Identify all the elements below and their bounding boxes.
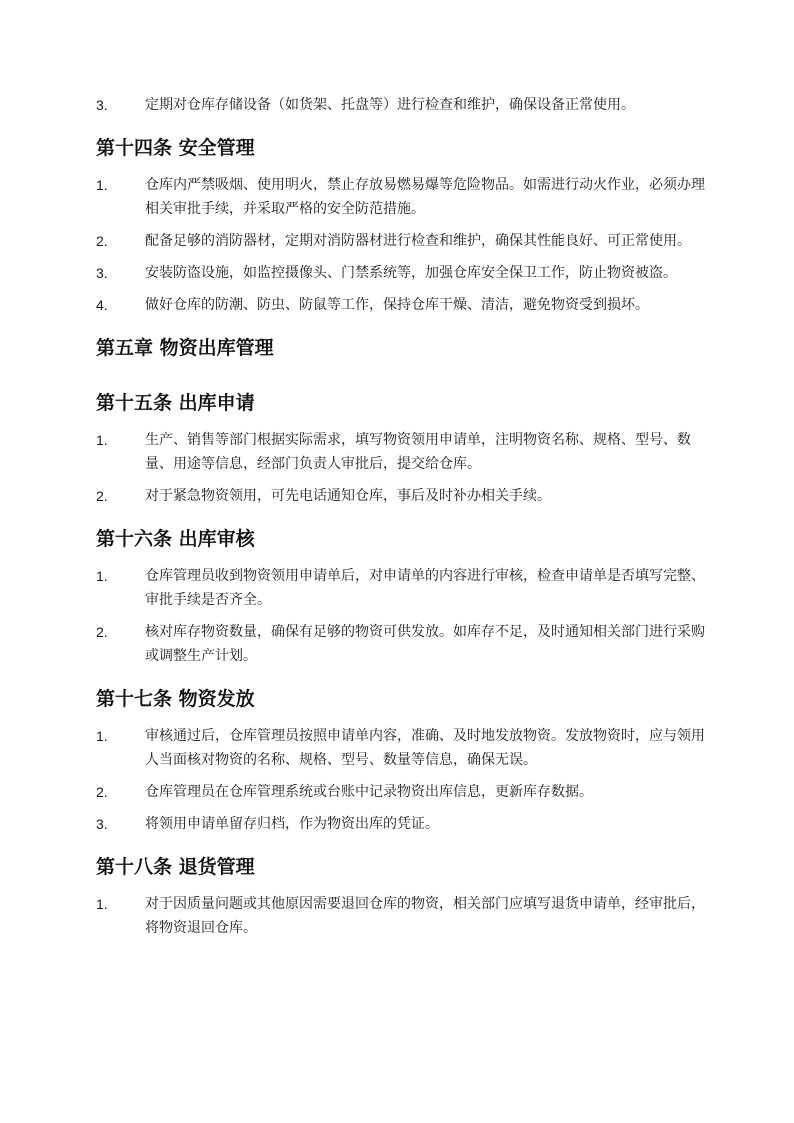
list-article-16 [96,564,706,668]
list-text: 配备足够的消防器材，定期对消防器材进行检查和维护，确保其性能良好、可正常使用。 [145,233,691,249]
list-article-15 [96,428,706,508]
list-item [96,620,706,668]
list-article-18 [96,892,706,940]
chapter-heading-5: 第五章 物资出库管理 [96,337,274,359]
list-article-13-tail [96,93,706,117]
list-number: 3. [96,97,108,113]
list-number: 1. [96,177,108,193]
list-item [96,812,706,836]
list-item [96,293,706,317]
list-text: 将领用申请单留存归档，作为物资出库的凭证。 [145,816,439,832]
article-heading-18: 第十八条 退货管理 [96,856,255,878]
list-item [96,428,706,476]
document-content [96,93,706,948]
article-heading-16: 第十六条 出库审核 [96,528,255,550]
list-text: 做好仓库的防潮、防虫、防鼠等工作，保持仓库干燥、清洁，避免物资受到损坏。 [145,297,649,313]
list-item [96,484,706,508]
article-heading-15: 第十五条 出库申请 [96,392,255,414]
list-item [96,724,706,772]
list-item [96,892,706,940]
list-number: 2. [96,488,108,504]
list-item [96,564,706,612]
list-number: 4. [96,297,108,313]
list-text: 生产、销售等部门根据实际需求，填写物资领用申请单，注明物资名称、规格、型号、数量、用途等信息，经部门负责人审批后，提交给仓库。 [145,432,691,472]
list-text: 对于因质量问题或其他原因需要退回仓库的物资，相关部门应填写退货申请单，经审批后，将物资退回仓库。 [145,896,705,936]
list-number: 1. [96,896,108,912]
list-article-17 [96,724,706,836]
list-text: 核对库存物资数量，确保有足够的物资可供发放。如库存不足，及时通知相关部门进行采购或调整生产计划。 [145,624,705,664]
list-number: 2. [96,624,108,640]
article-heading-17: 第十七条 物资发放 [96,688,255,710]
list-text: 对于紧急物资领用，可先电话通知仓库，事后及时补办相关手续。 [145,488,551,504]
list-number: 3. [96,816,108,832]
list-number: 3. [96,265,108,281]
list-number: 1. [96,728,108,744]
list-item [96,93,706,117]
article-heading-14: 第十四条 安全管理 [96,137,255,159]
list-text: 定期对仓库存储设备（如货架、托盘等）进行检查和维护，确保设备正常使用。 [145,97,635,113]
list-item [96,173,706,221]
list-text: 安装防盗设施，如监控摄像头、门禁系统等，加强仓库安全保卫工作，防止物资被盗。 [145,265,677,281]
list-number: 2. [96,233,108,249]
list-number: 1. [96,432,108,448]
list-item [96,261,706,285]
list-item [96,229,706,253]
list-item [96,780,706,804]
list-text: 仓库管理员在仓库管理系统或台账中记录物资出库信息，更新库存数据。 [145,784,593,800]
list-text: 仓库管理员收到物资领用申请单后，对申请单的内容进行审核，检查申请单是否填写完整、审批手续是否齐全。 [145,568,705,608]
list-number: 2. [96,784,108,800]
list-text: 仓库内严禁吸烟、使用明火，禁止存放易燃易爆等危险物品。如需进行动火作业，必须办理相关审批手续，并采取严格的安全防范措施。 [145,177,705,217]
list-text: 审核通过后，仓库管理员按照申请单内容，准确、及时地发放物资。发放物资时，应与领用人当面核对物资的名称、规格、型号、数量等信息，确保无误。 [145,728,705,768]
list-number: 1. [96,568,108,584]
list-article-14 [96,173,706,317]
